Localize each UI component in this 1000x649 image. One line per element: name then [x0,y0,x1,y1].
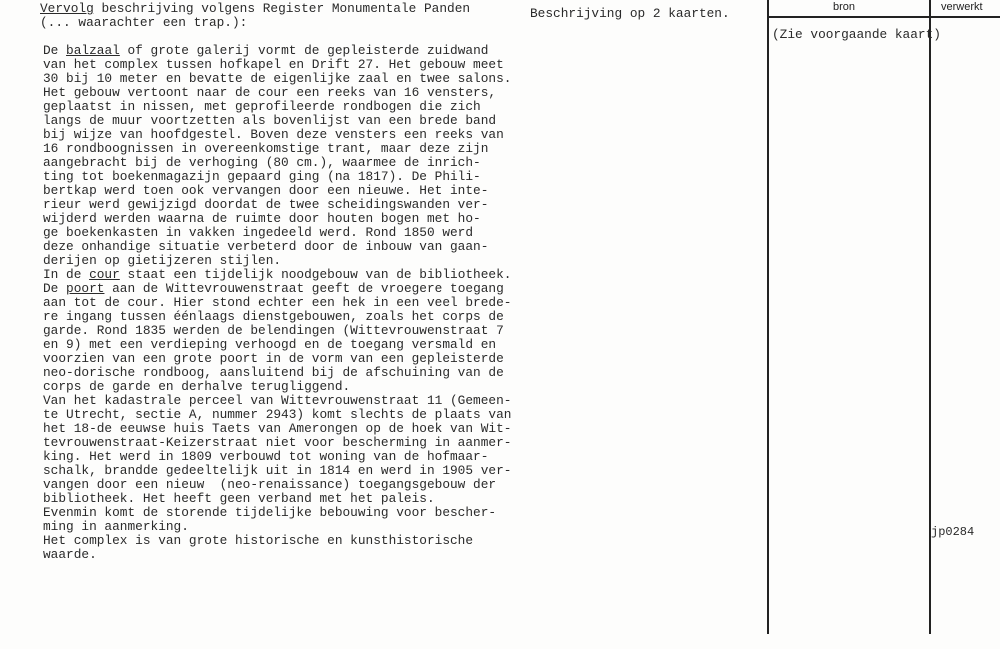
text-line [43,296,511,310]
text-line [43,520,511,534]
text-segment: ting tot boekenmagazijn gepaard ging (na 1817). De Phili- [43,169,481,184]
text-segment: Van het kadastrale perceel van Wittevrouwenstraat 11 (Gemeen- [43,393,512,408]
text-segment: staat een tijdelijk noodgebouw van de bibliotheek. [119,267,512,282]
text-segment: king. Het werd in 1809 verbouwd tot woning van de hofmaar- [43,449,489,464]
text-line [43,100,511,114]
text-line [43,310,511,324]
text-segment: 30 bij 10 meter en bevatte de eigenlijke zaal en twee salons. [43,71,512,86]
text-segment: het 18-de eeuwse huis Taets van Amerongen op de hoek van Wit- [43,421,512,436]
text-line [43,212,511,226]
text-line [43,450,511,464]
text-line [43,436,511,450]
text-line [43,366,511,380]
text-line [43,128,511,142]
text-line [43,548,511,562]
text-line [43,492,511,506]
text-segment: aan tot de cour. Hier stond echter een hek in een veel brede- [43,295,512,310]
text-line [43,142,511,156]
cards-note: Beschrijving op 2 kaarten. [530,6,730,21]
heading-line1: beschrijving volgens Register Monumentale Panden [93,1,471,16]
heading [40,2,470,30]
text-segment: ming in aanmerking. [43,519,189,534]
text-segment: 16 rondboognissen in overeenkomstige trant, maar deze zijn [43,141,489,156]
text-line [43,324,511,338]
text-segment: waarde. [43,547,97,562]
text-segment: voorzien van een grote poort in de vorm van een gepleisterde [43,351,504,366]
text-segment: De [43,43,67,58]
text-segment: De [43,281,67,296]
text-line [43,422,511,436]
underlined-term: cour [89,267,120,282]
text-line [43,156,511,170]
heading-line2: (... waarachter een trap.): [40,15,248,30]
text-segment: of grote galerij vormt de gepleisterde zuidwand [119,43,489,58]
text-segment: aan de Wittevrouwenstraat geeft de vroegere toegang [104,281,504,296]
text-line [43,184,511,198]
text-segment: te Utrecht, sectie A, nummer 2943) komt slechts de plaats van [43,407,512,422]
processed-code: jp0284 [931,525,975,539]
text-line [43,380,511,394]
text-line [43,464,511,478]
text-segment: ge boekenkasten in vakken ingedeeld werd. Rond 1850 werd [43,225,474,240]
text-line [43,506,511,520]
text-segment: tevrouwenstraat-Keizerstraat niet voor bescherming in aanmer- [43,435,512,450]
underlined-term: poort [66,281,105,296]
text-segment: van het complex tussen hofkapel en Drift 27. Het gebouw meet [43,57,504,72]
text-segment: bij wijze van hoofdgestel. Boven deze vensters een reeks van [43,127,504,142]
header-processed: verwerkt [941,1,983,13]
text-segment: schalk, brandde gedeeltelijk uit in 1814 en werd in 1905 ver- [43,463,512,478]
text-line [43,394,511,408]
text-segment: re ingang tussen éénlaags dienstgebouwen, zoals het corps de [43,309,504,324]
text-line [43,240,511,254]
text-line [43,114,511,128]
text-segment: aangebracht bij de verhoging (80 cm.), waarmee de inrich- [43,155,481,170]
text-line [43,226,511,240]
text-line [43,338,511,352]
source-value: (Zie voorgaande kaart) [772,27,941,42]
text-line [43,44,511,58]
text-line [43,268,511,282]
text-segment: In de [43,267,90,282]
text-segment: bertkap werd toen ook vervangen door een nieuwe. Het inte- [43,183,489,198]
text-segment: Evenmin komt de storende tijdelijke bebouwing voor bescher- [43,505,497,520]
text-segment: Het complex is van grote historische en kunsthistorische [43,533,474,548]
text-line [43,352,511,366]
text-line [43,72,511,86]
text-line [43,198,511,212]
text-line [43,170,511,184]
text-segment: vangen door een nieuw (neo-renaissance) toegangsgebouw der [43,477,497,492]
text-segment: corps de garde en derhalve terugliggend. [43,379,351,394]
table-left-border [767,0,769,634]
text-segment: neo-dorische rondboog, aansluitend bij de afschuining van de [43,365,504,380]
heading-underlined-word: Vervolg [40,1,94,16]
text-segment: geplaatst in nissen, met geprofileerde rondbogen die zich [43,99,481,114]
header-source: bron [833,1,856,13]
text-line [43,408,511,422]
text-segment: deze onhandige situatie verbeterd door de inbouw van gaan- [43,239,489,254]
description-body [43,44,511,562]
text-segment: garde. Rond 1835 werden de belendingen (Wittevrouwenstraat 7 [43,323,504,338]
text-line [43,282,511,296]
text-segment: bibliotheek. Het heeft geen verband met het paleis. [43,491,435,506]
underlined-term: balzaal [66,43,120,58]
text-segment: langs de muur voortzetten als bovenlijst van een brede band [43,113,497,128]
text-line [43,534,511,548]
text-line [43,254,511,268]
text-segment: wijderd werden waarna de ruimte door houten bogen met ho- [43,211,481,226]
text-segment: derijen op gietijzeren stijlen. [43,253,282,268]
text-segment: rieur werd gewijzigd doordat de twee scheidingswanden ver- [43,197,489,212]
table-header-rule [767,16,1000,18]
text-segment: Het gebouw vertoont naar de cour een reeks van 16 vensters, [43,85,497,100]
text-line [43,86,511,100]
text-line [43,478,511,492]
text-segment: en 9) met een verdieping verhoogd en de toegang versmald en [43,337,497,352]
text-line [43,58,511,72]
